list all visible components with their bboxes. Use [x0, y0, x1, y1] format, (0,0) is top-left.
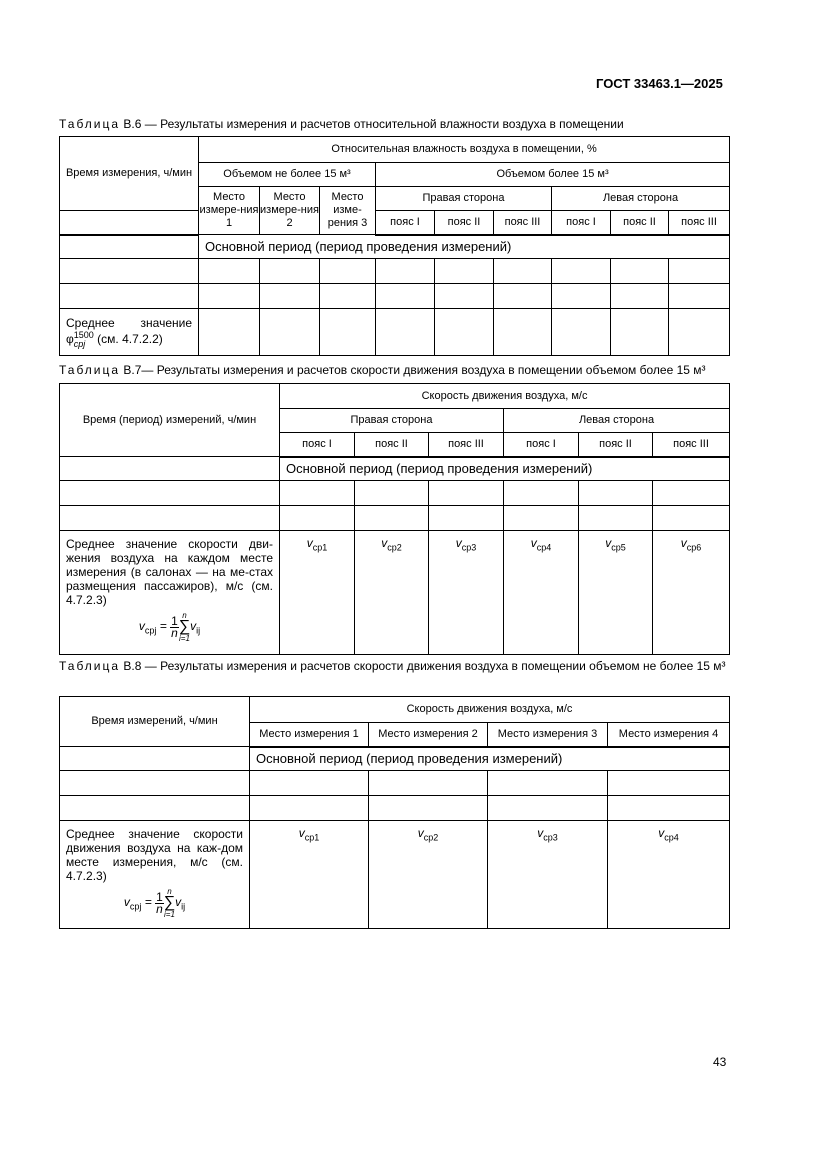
time-header: Время измерений, ч/мин [60, 697, 250, 747]
right-side-header: Правая сторона [280, 409, 504, 433]
avg-value: $v_{ср3}$ [488, 821, 608, 929]
zone-header: пояс I [280, 433, 355, 457]
place-1-header: Место измере-ния 1 [199, 187, 260, 235]
speed-header: Скорость движения воздуха, м/с [280, 384, 730, 409]
table-b8 [59, 696, 730, 929]
left-side-header: Левая сторона [504, 409, 730, 433]
right-side-header: Правая сторона [376, 187, 552, 211]
caption-prefix: Таблица [59, 659, 121, 673]
avg-cell [60, 309, 199, 356]
table-b6-caption [59, 117, 624, 131]
caption-text: В.6 — Результаты измерения и расчетов относительной влажности воздуха в помещении [123, 117, 624, 131]
avg-formula: $v_{срj}$ = $\frac{1}{n}$ n ∑ i=1 $v_{ij}$ [123, 887, 186, 919]
zone-header: пояс II [579, 433, 653, 457]
zone-header: пояс III [669, 211, 730, 235]
section-label: Основной период (период проведения измерений) [280, 457, 730, 481]
time-header: Время измерения, ч/мин [60, 137, 199, 211]
zone-header: пояс II [611, 211, 669, 235]
avg-value: $v_{ср1}$ [250, 821, 369, 929]
vol-small-header: Объемом не более 15 м³ [199, 163, 376, 187]
avg-value: $v_{ср1}$ [280, 531, 355, 655]
avg-value: $v_{ср2}$ [369, 821, 488, 929]
place-2-header: Место измере-ния 2 [260, 187, 320, 235]
section-label: Основной период (период проведения измерений) [250, 747, 730, 771]
left-side-header: Левая сторона [552, 187, 730, 211]
time-header: Время (период) измерений, ч/мин [60, 384, 280, 457]
table-row [60, 259, 730, 284]
avg-value: $v_{ср2}$ [355, 531, 429, 655]
table-row [60, 481, 730, 506]
place-header: Место измерения 2 [369, 723, 488, 747]
zone-header: пояс III [429, 433, 504, 457]
speed-header: Скорость движения воздуха, м/с [250, 697, 730, 723]
table-b7 [59, 383, 730, 655]
table-b6 [59, 136, 730, 356]
caption-prefix: Таблица [59, 363, 121, 377]
place-header: Место измерения 1 [250, 723, 369, 747]
caption-prefix: Таблица [59, 117, 121, 131]
table-row [60, 771, 730, 796]
avg-cell [60, 821, 250, 929]
zone-header: пояс III [653, 433, 730, 457]
avg-value: $v_{ср3}$ [429, 531, 504, 655]
place-header: Место измерения 3 [488, 723, 608, 747]
avg-cell [60, 531, 280, 655]
zone-header: пояс II [435, 211, 494, 235]
caption-text: В.8 — Результаты измерения и расчетов скорости движения воздуха в помещении объемом не более 15 м³ [123, 659, 726, 673]
avg-formula: $v_{срj}$ = $\frac{1}{n}$ n ∑ i=1 $v_{ij}$ [138, 611, 201, 643]
table-row [60, 796, 730, 821]
zone-header: пояс I [376, 211, 435, 235]
table-b8-caption [59, 659, 731, 673]
standard-number: ГОСТ 33463.1—2025 [596, 76, 723, 91]
zone-header: пояс I [552, 211, 611, 235]
table-row [60, 506, 730, 531]
avg-ref: (см. 4.7.2.2) [97, 332, 163, 347]
phi-symbol: φ 1500 срj [66, 330, 94, 349]
avg-text: Среднее значение скорости движения воздуха на каж-дом месте измерения, м/с (см. 4.7.2.3) [66, 827, 243, 883]
avg-value: $v_{ср4}$ [608, 821, 730, 929]
zone-header: пояс II [355, 433, 429, 457]
place-3-header: Место изме-рения 3 [320, 187, 376, 235]
avg-text: Среднее значение скорости дви-жения воздуха на каждом месте измерения (в салонах — на ме-стах размещения пассажиров), м/с (см. 4.7.2.3) [66, 537, 273, 607]
avg-label: Среднее значение [66, 316, 192, 330]
page-number: 43 [713, 1055, 727, 1069]
vol-large-header: Объемом более 15 м³ [376, 163, 730, 187]
avg-value: $v_{ср5}$ [579, 531, 653, 655]
table-row [60, 284, 730, 309]
table-b7-caption [59, 363, 706, 377]
place-header: Место измерения 4 [608, 723, 730, 747]
zone-header: пояс III [494, 211, 552, 235]
section-label: Основной период (период проведения измерений) [199, 235, 730, 259]
humidity-header: Относительная влажность воздуха в помещении, % [199, 137, 730, 163]
zone-header: пояс I [504, 433, 579, 457]
caption-text: В.7— Результаты измерения и расчетов скорости движения воздуха в помещении объемом более 15 м³ [123, 363, 706, 377]
avg-value: $v_{ср6}$ [653, 531, 730, 655]
avg-value: $v_{ср4}$ [504, 531, 579, 655]
